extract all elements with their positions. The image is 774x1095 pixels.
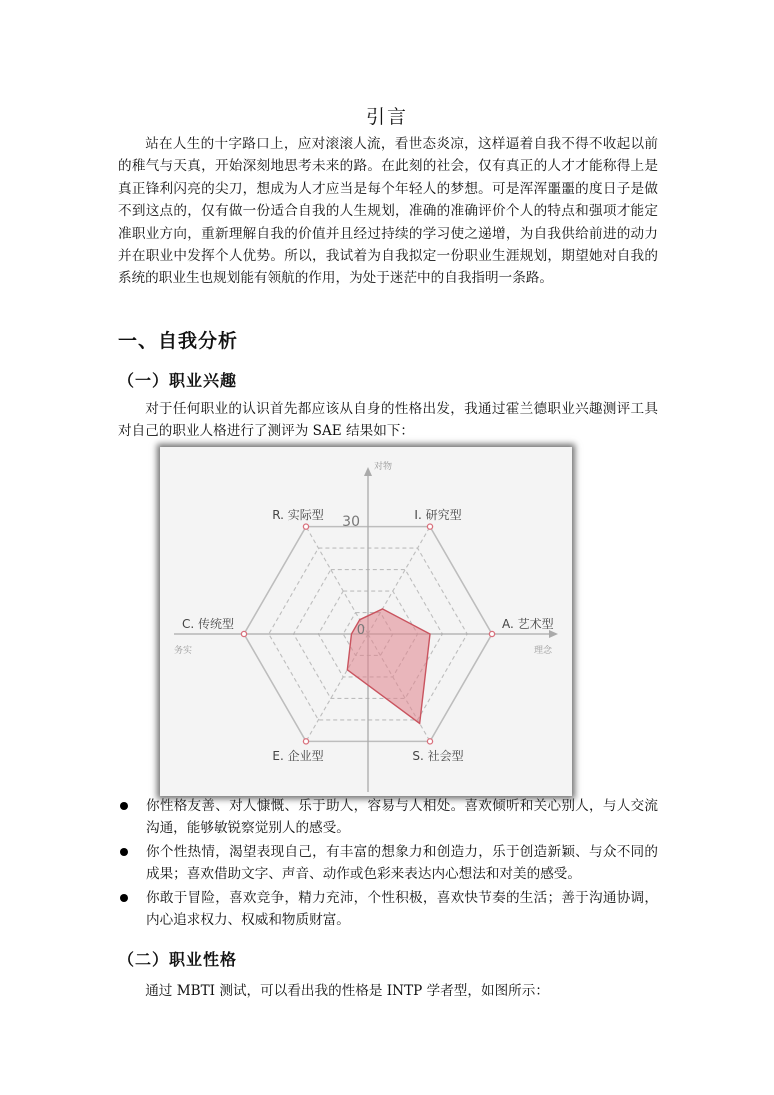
axis-top-label: 对物 xyxy=(374,462,393,472)
subsection-heading-interest: （一）职业兴趣 xyxy=(118,371,238,390)
section-heading-self-analysis: 一、自我分析 xyxy=(118,330,239,352)
radar-labels xyxy=(174,460,554,763)
holland-radar-chart xyxy=(160,447,572,796)
radar-vertex-marker xyxy=(303,524,308,529)
radar-chart-svg xyxy=(160,447,572,796)
axis-category-label: I. 研究型 xyxy=(414,508,462,522)
radar-spoke xyxy=(306,527,368,634)
axis-category-label: E. 企业型 xyxy=(272,749,324,763)
bullet-icon xyxy=(120,848,128,856)
axis-right-label: 理念 xyxy=(533,646,552,656)
bullet-icon xyxy=(120,802,128,810)
intro-paragraph: 站在人生的十字路口上，应对滚滚人流，看世态炎凉，这样逼着自我不得不收起以前的稚气与天真，开始深刻地思考未来的路。在此刻的社会，仅有真正的人才才能称得上是真正锋利闪亮的尖刀，想成为人才应当是每个年轻人的梦想。可是浑浑噩噩的度日子是做不到这点的，仅有做一份适合自我的人生规划，准确的准确评价个人的特点和强项才能定准职业方向，重新理解自我的价值并且经过持续的学习使之递增，为自我供给前进的动力并在职业中发挥个人优势。所以，我试着为自我拟定一份职业生涯规划，期望她对自我的系统的职业生也规划能有领航的作用，为处于迷茫中的自我指明一条路。 xyxy=(118,136,658,287)
scale-zero-label: 0 xyxy=(356,623,365,638)
radar-vertex-marker xyxy=(241,631,246,636)
radar-vertex-marker xyxy=(489,631,494,636)
axis-left-label: 务实 xyxy=(174,646,193,656)
bullet-icon xyxy=(120,894,128,902)
axis-category-label: C. 传统型 xyxy=(181,617,234,631)
list-item: 你敢于冒险，喜欢竞争，精力充沛，个性积极，喜欢快节奏的生活；善于沟通协调，内心追求权力、权威和物质财富。 xyxy=(118,887,658,932)
arrow-up-icon xyxy=(364,467,372,476)
trait-bullet-list xyxy=(118,795,658,932)
axis-category-label: S. 社会型 xyxy=(412,749,464,763)
radar-vertex-marker xyxy=(303,739,308,744)
list-item: 你性格友善、对人慷慨、乐于助人，容易与人相处。喜欢倾听和关心别人，与人交流沟通，能够敏锐察觉别人的感受。 xyxy=(118,795,658,840)
axis-category-label: A. 艺术型 xyxy=(502,617,554,631)
radar-vertex-marker xyxy=(427,739,432,744)
axis-category-label: R. 实际型 xyxy=(272,508,324,522)
subsection-heading-personality: （二）职业性格 xyxy=(118,950,238,969)
scale-max-label: 30 xyxy=(342,514,360,530)
list-item: 你个性热情，渴望表现自己，有丰富的想象力和创造力，乐于创造新颖、与众不同的成果；喜欢借助文字、声音、动作或色彩来表达内心想法和对美的感受。 xyxy=(118,841,658,886)
arrow-right-icon xyxy=(549,630,558,638)
page-title: 引言 xyxy=(365,106,408,128)
interest-paragraph: 对于任何职业的认识首先都应该从自身的性格出发，我通过霍兰德职业兴趣测评工具对自己的职业人格进行了测评为 SAE 结果如下： xyxy=(118,401,658,440)
radar-vertex-marker xyxy=(427,524,432,529)
personality-paragraph: 通过 MBTI 测试，可以看出我的性格是 INTP 学者型，如图所示： xyxy=(145,983,549,999)
